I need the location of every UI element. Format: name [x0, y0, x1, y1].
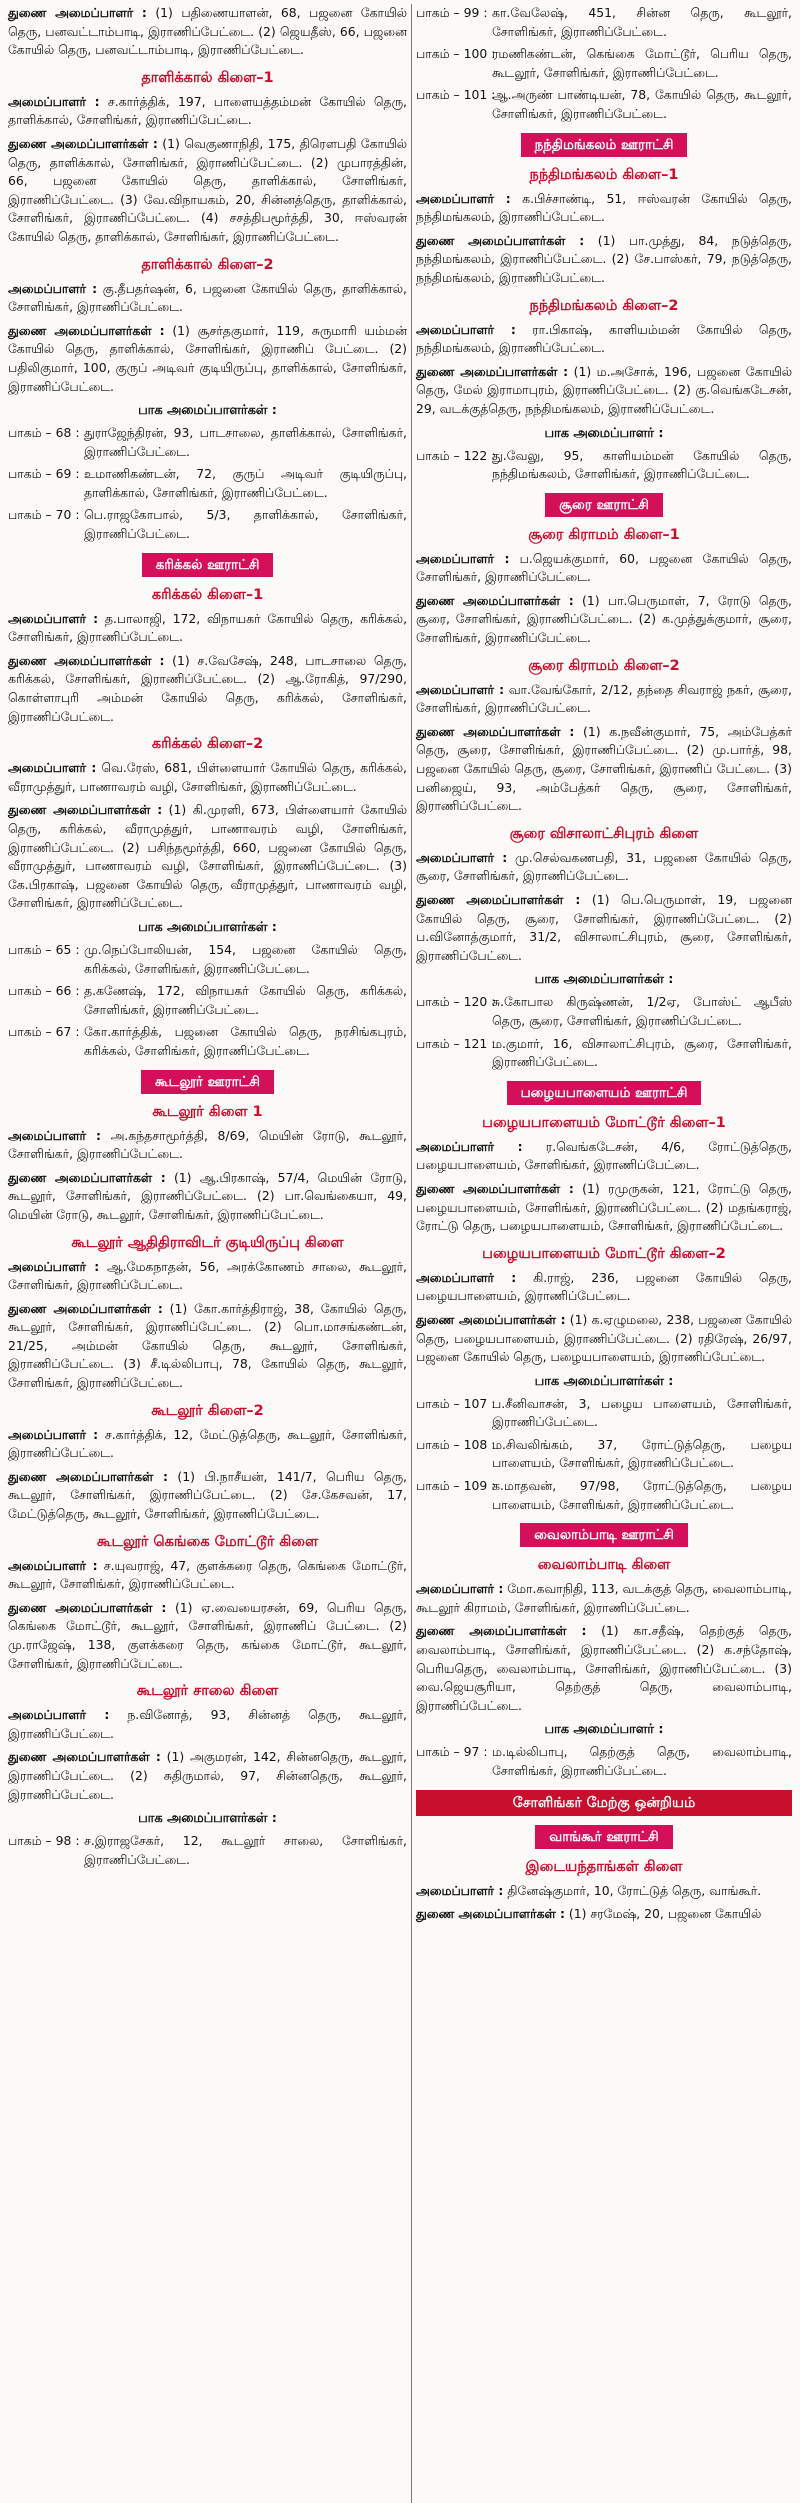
role-label: துணை அமைப்பாளர்கள் : [8, 135, 158, 151]
booth-details: க.மாதவன், 97/98, ரோட்டுத்தெரு, பழைய பாளையம், சோளிங்கர், இராணிப்பேட்டை. [492, 1478, 792, 1512]
booth-details: கா.வேலேஷ், 451, சின்ன தெரு, கூடலூர், சோளிங்கர், இராணிப்பேட்டை. [492, 5, 792, 39]
section-subheading: பாக அமைப்பாளர் : [544, 425, 664, 441]
booth-number: பாகம் – 66 : [8, 983, 80, 999]
member-details: (1) சரமேஷ், 20, பஜனை கோயில் [564, 1906, 762, 1922]
member-details: (1) க.நவீன்குமார், 75, அம்பேத்கர் தெரு, சூரை, சோளிங்கர், இராணிப்பேட்டை. (2) மு.பார்த், 98, பஜனை கோயில் தெரு, சூரை, சோளிங்கர், இராணிப் பேட்டை. (3) பனிஜைய், 93, அம்பேத்கர் தெரு, சூரை, சோளிங்கர், இராணிப்பேட்டை. [416, 723, 792, 814]
branch-heading: வைலாம்பாடி கிளை [537, 1557, 671, 1574]
role-label: அமைப்பாளர் : [416, 190, 511, 206]
panchayat-title: பழையபாளையம் ஊராட்சி [507, 1081, 702, 1105]
member-entry [416, 1138, 792, 1175]
booth-entry [416, 86, 792, 123]
member-entry [8, 1599, 407, 1673]
section-subheading: பாக அமைப்பாளர்கள் : [138, 1811, 277, 1827]
booth-details: ம.டில்லிபாபு, தெற்குத் தெரு, வைலாம்பாடி, சோளிங்கர், இராணிப்பேட்டை. [492, 1744, 792, 1778]
branch-heading: கரிக்கல் கிளை–2 [151, 736, 264, 753]
role-label: அமைப்பாளர் : [8, 280, 98, 296]
member-entry [416, 1622, 792, 1715]
branch-heading: தாளிக்கால் கிளை–2 [141, 256, 274, 273]
booth-details: ஆ.அருண் பாண்டியன், 78, கோயில் தெரு, கூடலூர், சோளிங்கர், இராணிப்பேட்டை. [492, 87, 792, 121]
role-label: அமைப்பாளர் : [416, 1882, 504, 1898]
booth-entry [416, 45, 792, 82]
member-entry [416, 592, 792, 648]
member-entry [416, 1180, 792, 1236]
panchayat-title: நந்திமங்கலம் ஊராட்சி [521, 133, 688, 157]
member-entry [416, 1882, 792, 1901]
member-entry [8, 280, 407, 317]
role-label: அமைப்பாளர் : [8, 93, 100, 109]
booth-number: பாகம் – 109 : [416, 1478, 496, 1494]
panchayat-ribbon [416, 133, 792, 157]
member-details: (1) சூசர்தகுமார், 119, சுருமாரி யம்மன் கோயில் தெரு, தாளிக்கால், சோளிங்கர், இராணிப் பேட்டை. (2) பதிலிகுமார், 100, குருப் அடிவர் குடியிருப்பு, தாளிக்கால், சோளிங்கர், இராணிப்பேட்டை. [8, 322, 407, 394]
branch-heading: கூடலூர் கிளை 1 [152, 1103, 263, 1120]
member-entry [416, 1311, 792, 1367]
member-details: (1) பி.நாசீயன், 141/7, பெரிய தெரு, கூடலூர், சோளிங்கர், இராணிப்பேட்டை. (2) சே.கேசவன், 17, மேட்டுத்தெரு, கூடலூர், சோளிங்கர், இராணிப்பேட்டை. [8, 1468, 407, 1522]
booth-details: சு.கோபால கிருஷ்ணன், 1/2ஏ, போஸ்ட் ஆபீஸ் தெரு, சூரை, சோளிங்கர், இராணிப்பேட்டை. [492, 994, 792, 1028]
booth-number: பாகம் – 98 : [8, 1833, 80, 1849]
panchayat-title: கூடலூர் ஊராட்சி [141, 1070, 274, 1094]
branch-heading: இடையந்தாங்கள் கிளை [525, 1858, 683, 1875]
booth-entry [416, 4, 792, 41]
member-entry [8, 1748, 407, 1804]
role-label: துணை அமைப்பாளர்கள் : [8, 1300, 163, 1316]
role-label: துணை அமைப்பாளர்கள் : [416, 723, 575, 739]
role-label: அமைப்பாளர் : [416, 1581, 504, 1597]
branch-heading: கரிக்கல் கிளை–1 [151, 586, 264, 603]
panchayat-title: வைலாம்பாடி ஊராட்சி [520, 1523, 688, 1547]
branch-heading: கூடலூர் கிளை–2 [151, 1402, 264, 1419]
booth-number: பாகம் – 65 : [8, 941, 80, 957]
booth-number: பாகம் – 69 : [8, 466, 80, 482]
booth-number: பாகம் – 101 : [416, 87, 496, 103]
member-entry [416, 1269, 792, 1306]
member-entry [8, 135, 407, 247]
role-label: துணை அமைப்பாளர்கள் : [416, 1623, 587, 1639]
booth-number: பாகம் – 107 : [416, 1395, 496, 1411]
member-details: (1) கி.முரளி, 673, பிள்ளையார் கோயில் தெரு, கரிக்கல், வீராமுத்துர், பாணாவரம் வழி, சோளிங்கர், இராணிப்பேட்டை. (2) பசிந்தமூர்த்தி, 660, பஜனை கோயில் தெரு, வீராமுத்துர், பாணாவரம் வழி, சோளிங்கர், இராணிப்பேட்டை. (3) கே.பிரகாஷ், பஜனை கோயில் தெரு, வீராமுத்துர், பாணாவரம் வழி, சோளிங்கர், இராணிப்பேட்டை. [8, 802, 407, 911]
role-label: அமைப்பாளர் : [8, 1707, 110, 1723]
member-entry [416, 190, 792, 227]
member-entry [8, 1127, 407, 1164]
member-entry [8, 759, 407, 796]
booth-details: மு.நெப்போலியன், 154, பஜனை கோயில் தெரு, கரிக்கல், சோளிங்கர், இராணிப்பேட்டை. [84, 941, 407, 976]
role-label: அமைப்பாளர் : [416, 849, 508, 865]
member-entry [416, 232, 792, 288]
panchayat-title: வாங்கூர் ஊராட்சி [535, 1825, 672, 1849]
section-subheading: பாக அமைப்பாளர் : [544, 1722, 664, 1738]
panchayat-ribbon [8, 1070, 407, 1094]
booth-details: பெ.ராஜகோபால், 5/3, தாளிக்கால், சோளிங்கர், இராணிப்பேட்டை. [84, 507, 407, 542]
booth-entry [8, 506, 407, 543]
member-details: ச.கார்த்திக், 12, மேட்டுத்தெரு, கூடலூர், சோளிங்கர், இராணிப்பேட்டை. [8, 1426, 408, 1461]
member-details: ப.ஜெயக்குமார், 60, பஜனை கோயில் தெரு, சோளிங்கர், இராணிப்பேட்டை. [416, 550, 792, 585]
booth-entry [8, 982, 407, 1019]
member-entry [8, 93, 407, 130]
member-entry [416, 363, 792, 419]
role-label: துணை அமைப்பாளர்கள் : [416, 232, 585, 248]
role-label: துணை அமைப்பாளர்கள் : [8, 1169, 166, 1185]
booth-details: கோ.கார்த்திக், பஜனை கோயில் தெரு, நரசிங்கபுரம், கரிக்கல், சோளிங்கர், இராணிப்பேட்டை. [84, 1024, 407, 1058]
panchayat-ribbon [416, 1081, 792, 1105]
booth-details: ம.குமார், 16, விசாலாட்சிபுரம், சூரை, சோளிங்கர், இராணிப்பேட்டை. [492, 1035, 792, 1070]
member-entry [8, 322, 407, 396]
role-label: துணை அமைப்பாளர்கள் : [416, 892, 581, 907]
branch-heading: நந்திமங்கலம் கிளை–1 [529, 166, 679, 183]
member-details: வா.வேங்கோர், 2/12, தந்தை சிவராஜ் நகர், சூரை, சோளிங்கர், இராணிப்பேட்டை. [416, 681, 792, 716]
member-entry [416, 550, 792, 587]
member-details: வெ.ரேஸ், 681, பிள்ளையார் கோயில் தெரு, கரிக்கல், வீராமுத்துர், பாணாவரம் வழி, சோளிங்கர், இராணிப்பேட்டை. [8, 760, 407, 794]
booth-entry [416, 993, 792, 1030]
member-details: (1) ஏ.வையைரசன், 69, பெரிய தெரு, கெங்கை மோட்டூர், கூடலூர், சோளிங்கர், இராணிப் பேட்டை. (2) மு.ராஜேஷ், 138, குளக்கரை தெரு, கங்கை மோட்டூர், கூடலூர், சோளிங்கர், இராணிப்பேட்டை. [8, 1599, 407, 1671]
member-details: (1) பதிணையாளன், 68, பஜனை கோயில் தெரு, பனவட்டாம்பாடி, இராணிப்பேட்டை. (2) ஜெயதீஸ், 66, பஜனை கோயில் தெரு, பனவட்டாம்பாடி, இராணிப்பேட்டை. [8, 5, 407, 58]
member-details: ச.யுவராஜ், 47, குளக்கரை தெரு, கெங்கை மோட்டூர், கூடலூர், சோளிங்கர், இராணிப்பேட்டை. [8, 1557, 407, 1592]
member-details: ச.கார்த்திக், 197, பாளையத்தம்மன் கோயில் தெரு, தாளிக்கால், சோளிங்கர், இராணிப்பேட்டை. [8, 93, 407, 128]
member-entry [8, 1258, 407, 1295]
role-label: துணை அமைப்பாளர்கள் : [8, 1749, 161, 1765]
member-details: ந.வினோத், 93, சின்னத் தெரு, கூடலூர், இராணிப்பேட்டை. [8, 1707, 407, 1741]
member-entry [8, 1169, 407, 1225]
section-subheading: பாக அமைப்பாளர்கள் : [534, 972, 674, 988]
booth-number: பாகம் – 67 : [8, 1024, 80, 1040]
branch-heading: கூடலூர் ஆதிதிராவிடர் குடியிருப்பு கிளை [71, 1234, 344, 1251]
role-label: துணை அமைப்பாளர்கள் : [416, 1906, 565, 1922]
booth-number: பாகம் – 97 : [416, 1744, 488, 1760]
branch-heading: கூடலூர் சாலை கிளை [136, 1683, 279, 1700]
booth-number: பாகம் – 120 : [416, 994, 496, 1010]
member-entry [416, 321, 792, 358]
booth-entry [416, 1743, 792, 1780]
panchayat-title: சோளிங்கர் மேற்கு ஒன்றியம் [416, 1790, 792, 1816]
branch-heading: சூரை கிராமம் கிளை–1 [528, 526, 680, 543]
member-entry [8, 652, 407, 726]
panchayat-ribbon [416, 1523, 792, 1547]
booth-entry [416, 1035, 792, 1072]
role-label: துணை அமைப்பாளர்கள் : [8, 1468, 168, 1484]
member-details: (1) பா.பெருமாள், 7, ரோடு தெரு, சூரை, சோளிங்கர், இராணிப்பேட்டை. (2) க.முத்துக்குமார், சூரை, சோளிங்கர், இராணிப்பேட்டை. [416, 592, 792, 646]
branch-heading: கூடலூர் கெங்கை மோட்டூர் கிளை [96, 1533, 319, 1550]
booth-entry [8, 424, 407, 461]
booth-entry [416, 447, 792, 484]
booth-entry [416, 1477, 792, 1514]
booth-number: பாகம் – 100 : [416, 46, 496, 62]
booth-details: த.கணேஷ், 172, விநாயகர் கோயில் தெரு, கரிக்கல், சோளிங்கர், இராணிப்பேட்டை. [84, 983, 407, 1017]
member-entry [8, 1300, 407, 1393]
member-details: (1) ச.வேசேஷ், 248, பாடசாலை தெரு, கரிக்கல், சோளிங்கர், இராணிப்பேட்டை. (2) ஆ.ரோகித், 97/290, கொள்ளாபுரி அம்மன் கோயில் தெரு, கரிக்கல், சோளிங்கர், இராணிப்பேட்டை. [8, 652, 407, 724]
panchayat-ribbon [416, 493, 792, 517]
role-label: துணை அமைப்பாளர்கள் : [416, 363, 569, 379]
booth-number: பாகம் – 108 : [416, 1436, 496, 1452]
panchayat-ribbon [416, 1825, 792, 1849]
role-label: அமைப்பாளர் : [8, 1426, 99, 1442]
role-label: துணை அமைப்பாளர்கள் : [416, 1311, 566, 1327]
member-details: (1) அகுமரன், 142, சின்னதெரு, கூடலூர், இராணிப்பேட்டை. (2) சுதிருமால், 97, சின்னதெரு, கூடலூர், இராணிப்பேட்டை. [8, 1749, 407, 1802]
member-entry [8, 4, 407, 60]
role-label: துணை அமைப்பாளர்கள் : [416, 592, 574, 608]
branch-heading: நந்திமங்கலம் கிளை–2 [529, 297, 679, 314]
member-entry [8, 1468, 407, 1524]
role-label: அமைப்பாளர் : [416, 321, 516, 337]
booth-entry [8, 941, 407, 978]
member-details: மோ.கவாநிதி, 113, வடக்குத் தெரு, வைலாம்பாடி, கூடலூர் கிராமம், சோளிங்கர், இராணிப்பேட்டை. [416, 1581, 792, 1615]
member-details: மு.செல்வகணபதி, 31, பஜனை கோயில் தெரு, சூரை, சோளிங்கர், இராணிப்பேட்டை. [416, 849, 792, 884]
member-entry [8, 801, 407, 913]
member-entry [8, 1557, 407, 1594]
role-label: அமைப்பாளர் : [8, 1258, 100, 1274]
member-details: தினேஷ்குமார், 10, ரோட்டுத் தெரு, வாங்கூர். [503, 1882, 762, 1898]
section-subheading: பாக அமைப்பாளர்கள் : [534, 1373, 674, 1389]
booth-entry [8, 465, 407, 502]
booth-number: பாகம் – 68 : [8, 425, 80, 441]
branch-heading: பழையபாளையம் மோட்டூர் கிளை–1 [482, 1114, 726, 1131]
role-label: அமைப்பாளர் : [8, 760, 97, 776]
branch-heading: பழையபாளையம் மோட்டூர் கிளை–2 [482, 1245, 726, 1262]
member-entry [8, 1426, 407, 1463]
panchayat-title: கரிக்கல் ஊராட்சி [142, 553, 274, 577]
member-details: (1) ரமுருகன், 121, ரோட்டு தெரு, பழையபாளையம், சோளிங்கர், இராணிப்பேட்டை. (2) மதங்கராஜ், ரோட்டு தெரு, பழையபாளையம், சோளிங்கர், இராணிப்பேட்டை. [416, 1180, 792, 1234]
booth-entry [8, 1023, 407, 1060]
booth-details: துராஜேந்திரன், 93, பாடசாலை, தாளிக்கால், சோளிங்கர், இராணிப்பேட்டை. [84, 425, 407, 459]
section-subheading: பாக அமைப்பாளர்கள் : [138, 403, 277, 419]
member-details: (1) பா.முத்து, 84, நடுத்தெரு, நந்திமங்கலம், இராணிப்பேட்டை. (2) சே.பாஸ்கர், 79, நடுத்தெரு, நந்திமங்கலம், இராணிப்பேட்டை. [416, 232, 792, 285]
booth-number: பாகம் – 70 : [8, 507, 80, 523]
panchayat-title: சூரை ஊராட்சி [545, 493, 663, 517]
member-entry [416, 1905, 792, 1924]
member-details: (1) ஆ.பிரகாஷ், 57/4, மெயின் ரோடு, கூடலூர், சோளிங்கர், இராணிப்பேட்டை. (2) பா.வெங்கையா, 49, மெயின் ரோடு, கூடலூர், சோளிங்கர், இராணிப்பேட்டை. [8, 1169, 407, 1222]
member-entry [416, 1580, 792, 1617]
left-column [4, 4, 412, 2503]
member-details: கு.தீபதர்ஷன், 6, பஜனை கோயில் தெரு, தாளிக்கால், சோளிங்கர், இராணிப்பேட்டை. [8, 280, 407, 315]
member-details: (1) க.ஏழுமலை, 238, பஜனை கோயில் தெரு, பழையபாளையம், இராணிப்பேட்டை. (2) ரதிரேஷ், 26/97, பஜனை கோயில் தெரு, பழையபாளையம், இராணிப்பேட்டை. [416, 1311, 792, 1365]
booth-details: ம.சிவலிங்கம், 37, ரோட்டுத்தெரு, பழைய பாளையம், சோளிங்கர், இராணிப்பேட்டை. [492, 1436, 792, 1471]
role-label: துணை அமைப்பாளர்கள் : [8, 652, 165, 668]
branch-heading: தாளிக்கால் கிளை–1 [141, 69, 274, 86]
right-column [412, 4, 796, 2503]
role-label: துணை அமைப்பாளர்கள் : [8, 1599, 167, 1615]
role-label: அமைப்பாளர் : [8, 1557, 98, 1573]
member-details: த.பாலாஜி, 172, விநாயகர் கோயில் தெரு, கரிக்கல், சோளிங்கர், இராணிப்பேட்டை. [8, 610, 408, 645]
member-details: ரா.பிகாஷ், காளியம்மன் கோயில் தெரு, நந்திமங்கலம், இராணிப்பேட்டை. [416, 321, 792, 356]
booth-number: பாகம் – 121 : [416, 1035, 496, 1051]
role-label: அமைப்பாளர் : [416, 681, 505, 697]
member-entry [416, 891, 792, 965]
booth-details: ச.இராஜசேகர், 12, கூடலூர் சாலை, சோளிங்கர், இராணிப்பேட்டை. [84, 1833, 407, 1867]
member-details: கி.ராஜ், 236, பஜனை கோயில் தெரு, பழையபாளையம், இராணிப்பேட்டை. [416, 1269, 792, 1304]
role-label: துணை அமைப்பாளர்கள் : [8, 322, 165, 338]
member-entry [8, 610, 407, 647]
member-details: (1) வெகுணாநிதி, 175, திரௌபதி கோயில் தெரு, தாளிக்கால், சோளிங்கர், இராணிப்பேட்டை. (2) முபாரத்தின், 66, பஜனை கோயில் தெரு, தாளிக்கால், சோளிங்கர், இராணிப்பேட்டை. (3) வே.விநாயகம், 20, சின்னத்தெரு, தாளிக்கால், சோளிங்கர், இராணிப்பேட்டை. (4) சசத்திபமூர்த்தி, 30, ஈஸ்வரன் கோயில் தெரு, தாளிக்கால், சோளிங்கர், இராணிப்பேட்டை. [8, 135, 407, 244]
booth-entry [8, 1832, 407, 1869]
member-entry [8, 1706, 407, 1743]
member-entry [416, 681, 792, 718]
member-details: (1) கோ.கார்த்திராஜ், 38, கோயில் தெரு, கூடலூர், சோளிங்கர், இராணிப்பேட்டை. (2) பொ.மாசங்கண்டன், 21/25, அம்மன் கோயில் தெரு, கூடலூர், சோளிங்கர், இராணிப்பேட்டை. (3) சீ.டில்லிபாபு, 78, கோயில் தெரு, கூடலூர், சோளிங்கர், இராணிப்பேட்டை. [8, 1300, 407, 1391]
role-label: அமைப்பாளர் : [416, 550, 510, 566]
member-details: க.பிச்சாண்டி, 51, ஈஸ்வரன் கோயில் தெரு, நந்திமங்கலம், இராணிப்பேட்டை. [416, 190, 793, 225]
member-details: (1) ம.அசோக், 196, பஜனை கோயில் தெரு, மேல் இராமாபுரம், இராணிப்பேட்டை. (2) கு.வெங்கடேசன், 29, வடக்குத்தெரு, நந்திமங்கலம், இராணிப்பேட்டை. [416, 363, 792, 416]
role-label: அமைப்பாளர் : [416, 1269, 517, 1285]
booth-number: பாகம் – 122 : [416, 447, 496, 463]
panchayat-ribbon [8, 553, 407, 577]
panchayat-ribbon [416, 1790, 792, 1816]
section-subheading: பாக அமைப்பாளர்கள் : [138, 919, 277, 935]
member-entry [416, 849, 792, 886]
booth-details: ரமணிகண்டன், கெங்கை மோட்டூர், பெரிய தெரு, கூடலூர், சோளிங்கர், இராணிப்பேட்டை. [492, 46, 792, 80]
booth-entry [416, 1436, 792, 1473]
branch-heading: சூரை விசாலாட்சிபுரம் கிளை [509, 825, 699, 842]
member-entry [416, 723, 792, 816]
booth-details: து.வேலு, 95, காளியம்மன் கோயில் தெரு, நந்திமங்கலம், சோளிங்கர், இராணிப்பேட்டை. [492, 447, 792, 482]
role-label: துணை அமைப்பாளர் : [8, 5, 147, 20]
member-details: ஆ.மேகநாதன், 56, அரக்கோணம் சாலை, கூடலூர், சோளிங்கர், இராணிப்பேட்டை. [8, 1258, 407, 1293]
member-details: ர.வெங்கடேசன், 4/6, ரோட்டுத்தெரு, பழையபாளையம், சோளிங்கர், இராணிப்பேட்டை. [416, 1138, 792, 1173]
booth-entry [416, 1395, 792, 1432]
role-label: அமைப்பாளர் : [8, 610, 99, 626]
booth-number: பாகம் – 99 : [416, 5, 488, 20]
booth-details: ப.சீனிவாசன், 3, பழைய பாளையம், சோளிங்கர், இராணிப்பேட்டை. [492, 1395, 792, 1430]
booth-details: உமாணிகண்டன், 72, குருப் அடிவர் குடியிருப்பு, தாளிக்கால், சோளிங்கர், இராணிப்பேட்டை. [84, 466, 407, 500]
role-label: அமைப்பாளர் : [416, 1138, 523, 1154]
role-label: துணை அமைப்பாளர்கள் : [8, 802, 163, 818]
member-details: அ.கந்தசாமூர்த்தி, 8/69, மெயின் ரோடு, கூடலூர், சோளிங்கர், இராணிப்பேட்டை. [8, 1127, 407, 1162]
role-label: துணை அமைப்பாளர்கள் : [416, 1180, 574, 1196]
branch-heading: சூரை கிராமம் கிளை–2 [528, 657, 680, 674]
member-details: (1) பெ.பெருமாள், 19, பஜனை கோயில் தெரு, சூரை, சோளிங்கர், இராணிப்பேட்டை. (2) ப.வினோத்குமார், 31/2, விசாலாட்சிபுரம், சூரை, சோளிங்கர், இராணிப்பேட்டை. [416, 892, 792, 963]
member-details: (1) கா.சதீஷ், தெற்குத் தெரு, வைலாம்பாடி, சோளிங்கர், இராணிப்பேட்டை. (2) க.சந்தோஷ், பெரியதெரு, வைலாம்பாடி, சோளிங்கர், இராணிப்பேட்டை. (3) வை.ஜெயசூரியா, தெற்குத் தெரு, வைலாம்பாடி, இராணிப்பேட்டை. [416, 1623, 792, 1713]
role-label: அமைப்பாளர் : [8, 1127, 101, 1143]
